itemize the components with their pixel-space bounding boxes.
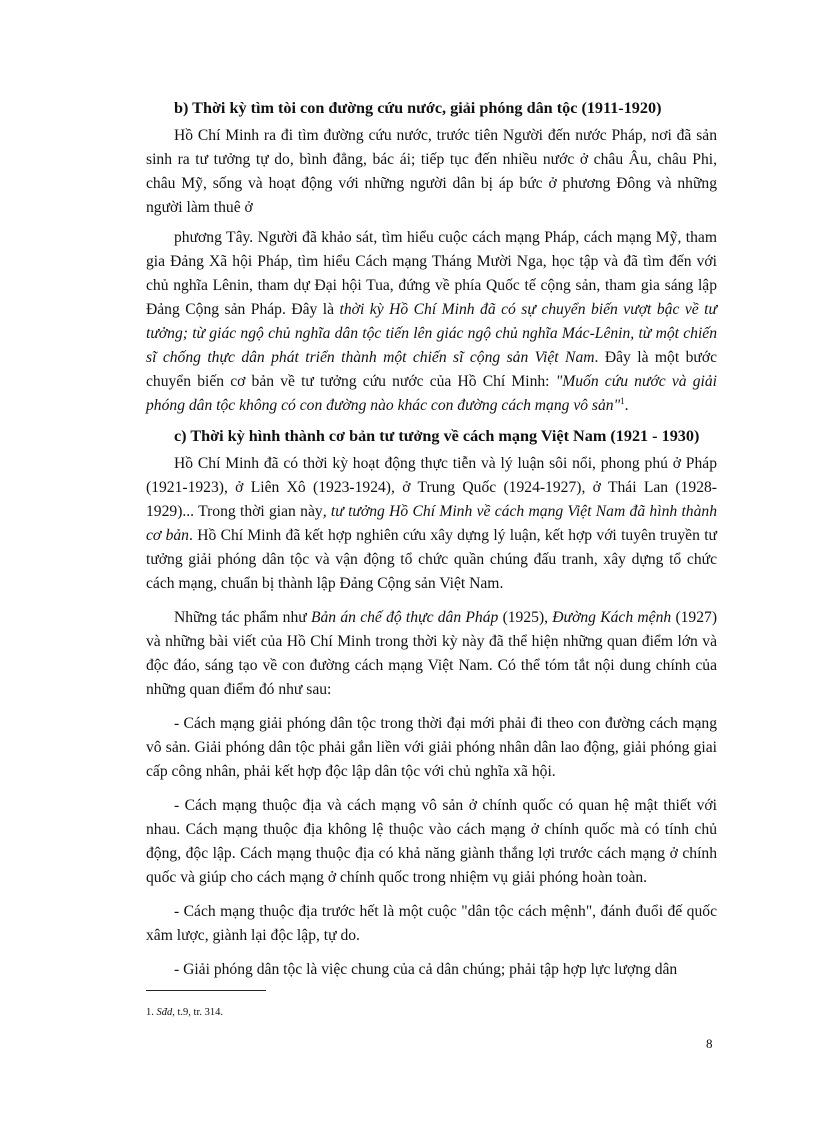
text-run: . <box>624 397 629 414</box>
text-run: Những tác phẩm như <box>174 609 311 626</box>
section-b-heading: b) Thời kỳ tìm tòi con đường cứu nước, giải phóng dân tộc (1911-1920) <box>174 99 662 117</box>
text-run: phương Tây. Người đã khảo sát, tìm hiểu cuộc cách mạng Pháp, cách mạng Mỹ, tham gia Đảng Xã hội Pháp, tìm hiểu Cách mạng Tháng Mười Nga, học tập và đã tìm đến với chủ nghĩa Lênin, tham dự Đại hội Tua, đứng về phía Quốc tế cộng sản, tham gia sáng lập Đảng Cộng sản Pháp. Đây là <box>146 229 717 318</box>
text-run: Hồ Chí Minh đã có thời kỳ hoạt động thực tiễn và lý luận sôi nổi, phong phú ở Pháp (1921-1923), ở Liên Xô (1923-1924), ở Trung Quốc (1924-1927), ở Thái Lan (1928-1929)... Trong thời gian này <box>146 455 717 520</box>
footnote-text: , t.9, tr. 314. <box>172 1007 224 1018</box>
italic-text: thời kỳ Hồ Chí Minh đã có sự chuyển biến vượt bậc về tư tưởng; từ giác ngộ chủ nghĩa dân tộc tiến lên giác ngộ chủ nghĩa Mác-Lênin, từ một chiến sĩ chống thực dân phát triển thành một chiến sĩ cộng sản Việt Nam <box>146 301 717 366</box>
text-run: (1927) và những bài viết của Hồ Chí Minh trong thời kỳ này đã thể hiện những quan điểm lớn và độc đáo, sáng tạo về con đường cách mạng Việt Nam. Có thể tóm tắt nội dung chính của những quan điểm đó như sau: <box>146 609 718 698</box>
bullet-paragraph: - Cách mạng giải phóng dân tộc trong thời đại mới phải đi theo con đường cách mạng vô sản. Giải phóng dân tộc phải gắn liền với giải phóng nhân dân lao động, giải phóng giai cấp công nhân, phải kết hợp độc lập dân tộc với chủ nghĩa xã hội. <box>146 715 717 780</box>
bullet-paragraph: - Cách mạng thuộc địa trước hết là một cuộc "dân tộc cách mệnh", đánh đuổi đế quốc xâm lược, giành lại độc lập, tự do. <box>146 903 717 944</box>
section-c-heading: c) Thời kỳ hình thành cơ bản tư tưởng về cách mạng Việt Nam (1921 - 1930) <box>174 427 700 445</box>
text-run: . Hồ Chí Minh đã kết hợp nghiên cứu xây dựng lý luận, kết hợp với tuyên truyền tư tưởng giải phóng dân tộc và vận động tổ chức quần chúng đấu tranh, xây dựng tổ chức cách mạng, chuẩn bị thành lập Đảng Cộng sản Việt Nam. <box>146 527 717 592</box>
document-page <box>146 96 717 992</box>
bullet-paragraph: - Cách mạng thuộc địa và cách mạng vô sản ở chính quốc có quan hệ mật thiết với nhau. Cách mạng thuộc địa không lệ thuộc vào cách mạng ở chính quốc mà có tính chủ động, độc lập. Cách mạng thuộc địa có khả năng giành thắng lợi trước cách mạng ở chính quốc và giúp cho cách mạng ở chính quốc trong nhiệm vụ giải phóng hoàn toàn. <box>146 797 717 886</box>
section-c-paragraph-2 <box>146 606 717 702</box>
text-run: (1925), <box>498 609 553 626</box>
text-run: . Đây là một bước chuyển biến cơ bản về tư tưởng cứu nước của Hồ Chí Minh: <box>146 349 718 390</box>
work-title: Đường Kách mệnh <box>552 609 672 626</box>
footnote-source: Sđd <box>156 1007 173 1018</box>
section-c-paragraph-1 <box>146 452 717 596</box>
work-title: Bản án chế độ thực dân Pháp <box>310 609 499 626</box>
bullet-paragraph: - Giải phóng dân tộc là việc chung của cả dân chúng; phải tập hợp lực lượng dân <box>174 961 678 978</box>
italic-text: , tư tưởng Hồ Chí Minh về cách mạng Việt Nam đã hình thành cơ bản <box>146 503 717 544</box>
section-b-paragraph-1: Hồ Chí Minh ra đi tìm đường cứu nước, trước tiên Người đến nước Pháp, nơi đã sản sinh ra tư tưởng tự do, bình đẳng, bác ái; tiếp tục đến nhiều nước ở châu Âu, châu Phi, châu Mỹ, sống và hoạt động với những người dân bị áp bức ở phương Đông và những người làm thuê ở <box>146 127 717 216</box>
footnote <box>146 1006 223 1020</box>
footnote-divider <box>146 990 266 991</box>
footnote-ref: 1 <box>620 395 625 406</box>
footnote-number: 1. <box>146 1007 154 1018</box>
page-number: 8 <box>706 1036 713 1051</box>
section-b-paragraph-2 <box>146 226 717 418</box>
quote-text: "Muốn cứu nước và giải phóng dân tộc không có con đường nào khác con đường cách mạng vô sản" <box>146 373 717 414</box>
